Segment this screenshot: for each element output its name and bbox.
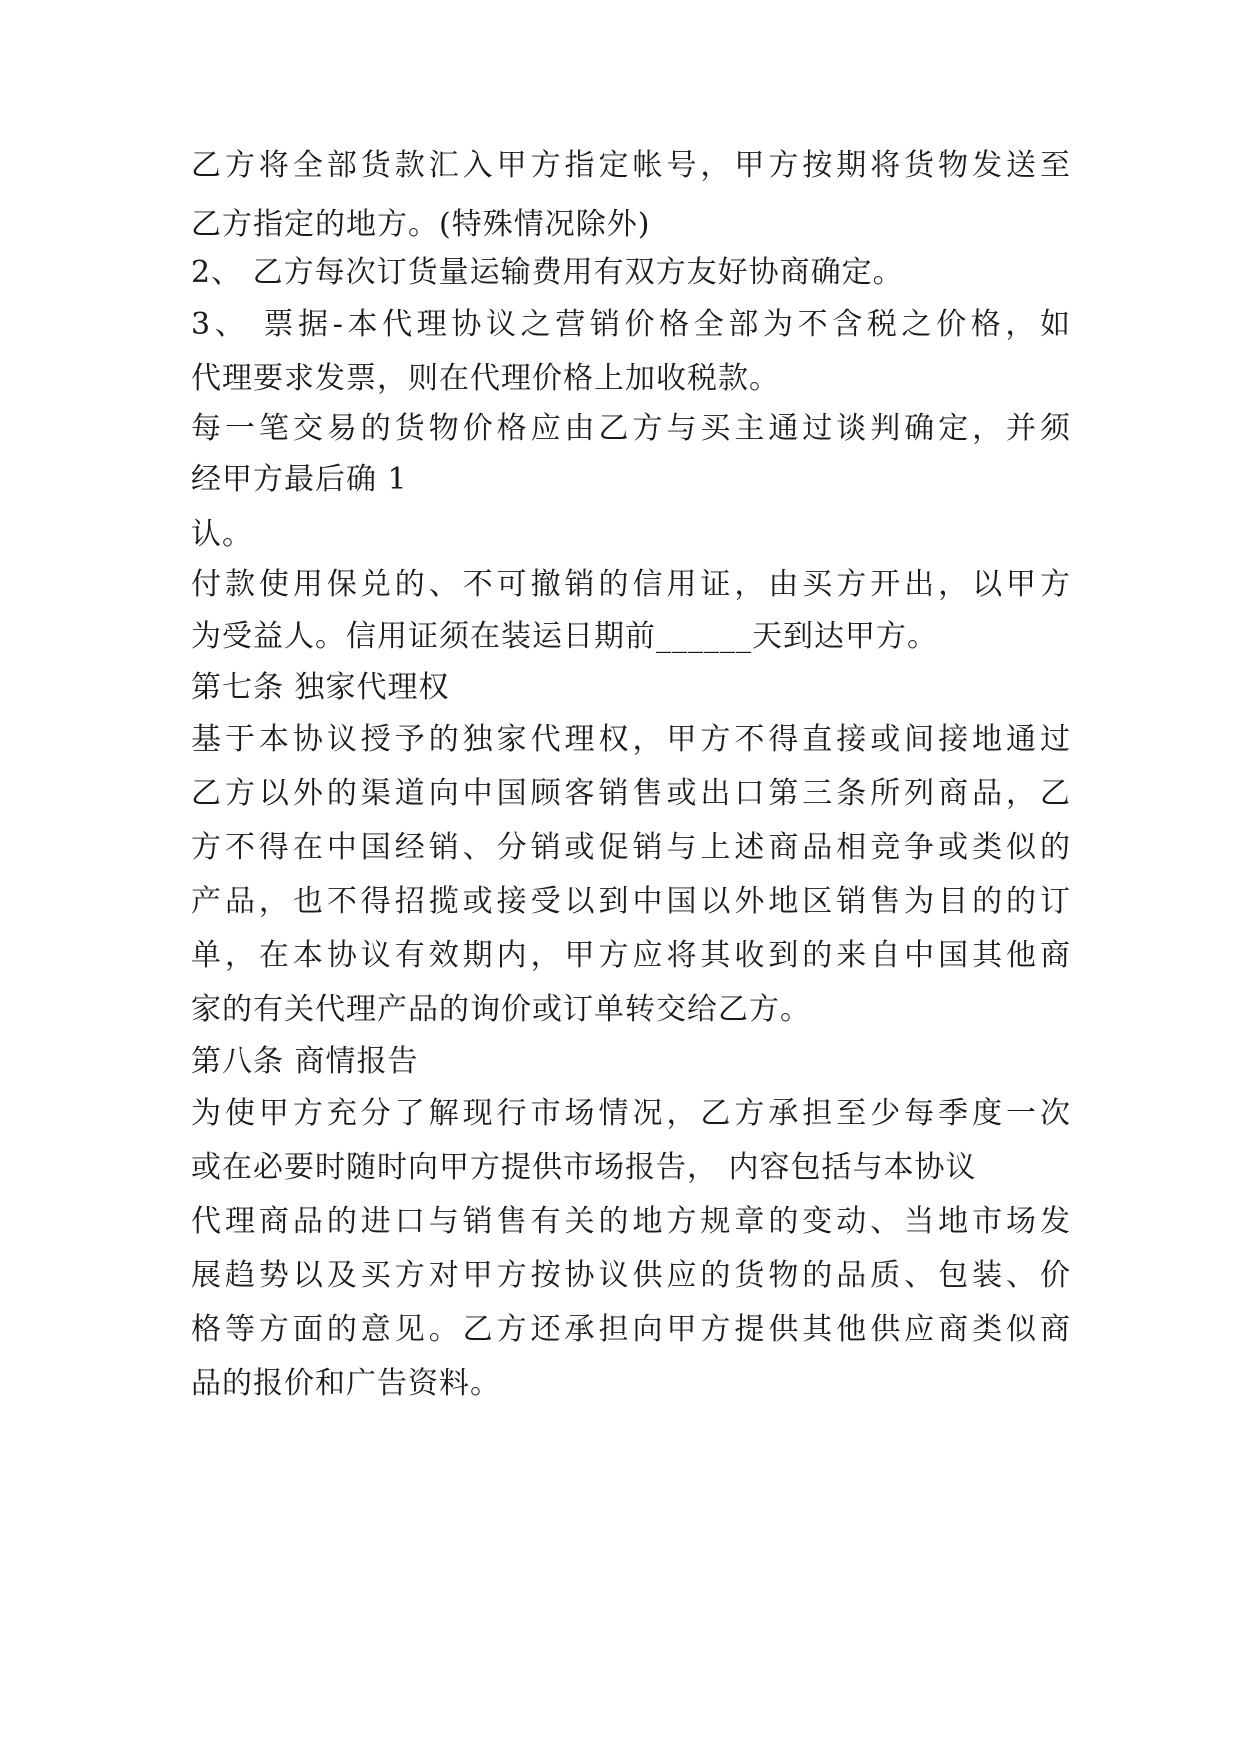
text-line: 每一笔交易的货物价格应由乙方与买主通过谈判确定，并须: [191, 411, 1071, 446]
text-line: 展趋势以及买方对甲方按协议供应的货物的品质、包装、价: [191, 1258, 1071, 1293]
text-line: 品的报价和广告资料。: [191, 1366, 501, 1401]
section-heading: 第八条 商情报告: [191, 1044, 419, 1079]
text-line: 产品，也不得招揽或接受以到中国以外地区销售为目的的订: [191, 884, 1071, 919]
text-line: 付款使用保兑的、不可撤销的信用证，由买方开出，以甲方: [191, 567, 1071, 602]
text-line: 经甲方最后确 1: [191, 462, 408, 497]
text-line: 为受益人。信用证须在装运日期前______天到达甲方。: [191, 619, 938, 654]
section-heading: 第七条 独家代理权: [191, 670, 450, 705]
text-line: 乙方将全部货款汇入甲方指定帐号，甲方按期将货物发送至: [191, 148, 1071, 183]
text-line: 家的有关代理产品的询价或订单转交给乙方。: [191, 992, 811, 1027]
text-line: 格等方面的意见。乙方还承担向甲方提供其他供应商类似商: [191, 1312, 1071, 1347]
text-line: 为使甲方充分了解现行市场情况，乙方承担至少每季度一次: [191, 1096, 1071, 1131]
text-line: 乙方指定的地方。(特殊情况除外): [191, 207, 651, 242]
text-line: 3、 票据-本代理协议之营销价格全部为不含税之价格，如: [191, 307, 1071, 342]
text-line: 代理要求发票，则在代理价格上加收税款。: [191, 361, 780, 396]
text-line: 乙方以外的渠道向中国顾客销售或出口第三条所列商品，乙: [191, 776, 1071, 811]
text-line: 方不得在中国经销、分销或促销与上述商品相竞争或类似的: [191, 830, 1071, 865]
text-line: 单，在本协议有效期内，甲方应将其收到的来自中国其他商: [191, 938, 1071, 973]
text-line: 代理商品的进口与销售有关的地方规章的变动、当地市场发: [191, 1204, 1071, 1239]
text-line: 2、 乙方每次订货量运输费用有双方友好协商确定。: [191, 255, 904, 290]
text-line: 基于本协议授予的独家代理权，甲方不得直接或间接地通过: [191, 722, 1071, 757]
text-line: 认。: [191, 517, 253, 552]
text-line: 或在必要时随时向甲方提供市场报告， 内容包括与本协议: [191, 1150, 977, 1185]
